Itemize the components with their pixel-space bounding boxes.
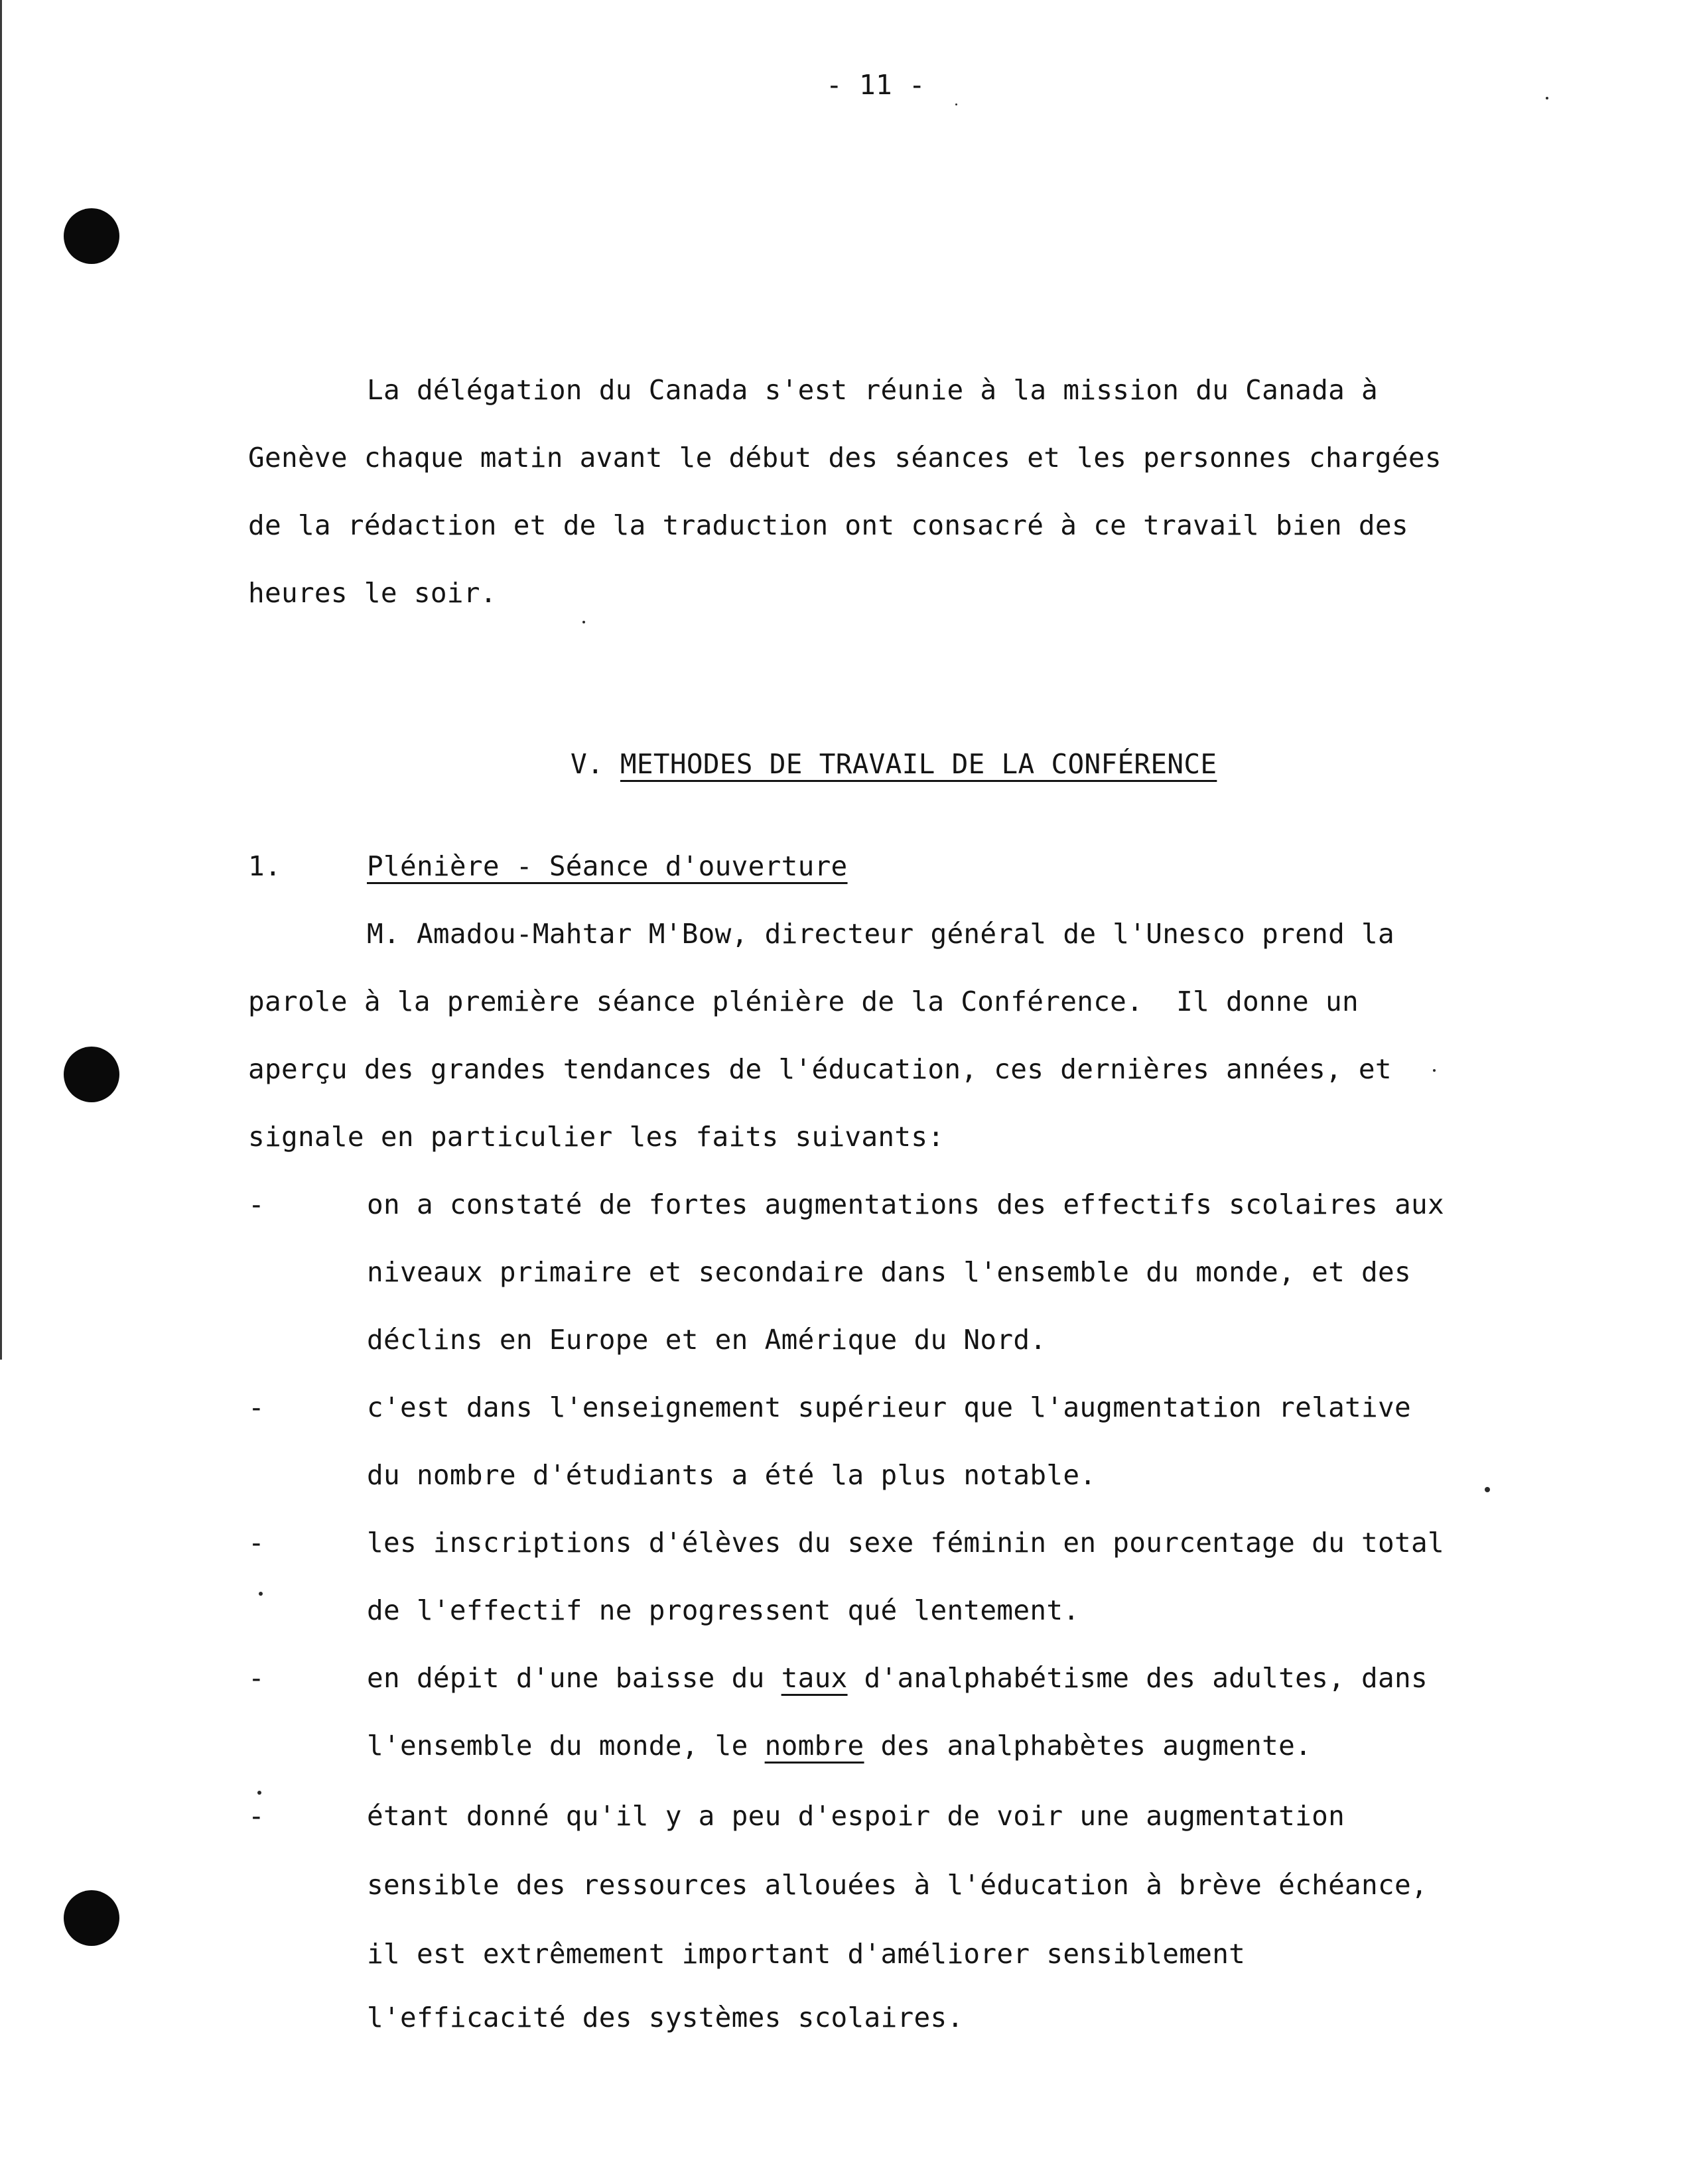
bullet-4-line-2 — [367, 1728, 1312, 1763]
bullet-marker: - — [248, 1391, 265, 1423]
bullet-marker: - — [248, 1527, 265, 1559]
paragraph-line-3: aperçu des grandes tendances de l'éducation, ces dernières années, et — [248, 1053, 1392, 1085]
bullet-marker: - — [248, 1662, 265, 1694]
bullet-5-line-3: il est extrêmement important d'améliorer sensiblement — [367, 1938, 1246, 1970]
bullet-marker: - — [248, 1800, 265, 1832]
bullet-marker: - — [248, 1188, 265, 1220]
bullet-1-line-2: niveaux primaire et secondaire dans l'ensemble du monde, et des — [367, 1256, 1411, 1288]
underlined-word-nombre: nombre — [764, 1730, 864, 1762]
section-title: METHODES DE TRAVAIL DE LA CONFÉRENCE — [620, 748, 1217, 780]
intro-line-2: Genève chaque matin avant le début des séances et les personnes chargées — [248, 442, 1442, 474]
scan-speck — [1433, 1069, 1436, 1072]
page-left-edge — [0, 0, 2, 1360]
subsection-title: Plénière - Séance d'ouverture — [367, 850, 848, 882]
bullet-4-line-2-post: des analphabètes augmente. — [864, 1730, 1312, 1762]
bullet-2-line-1: c'est dans l'enseignement supérieur que l'augmentation relative — [367, 1391, 1411, 1423]
bullet-4-line-1 — [367, 1661, 1428, 1695]
bullet-1-line-3: déclins en Europe et en Amérique du Nord. — [367, 1324, 1047, 1356]
scan-speck — [582, 621, 585, 623]
bullet-5-line-1: étant donné qu'il y a peu d'espoir de voir une augmentation — [367, 1800, 1345, 1832]
scan-speck — [1546, 97, 1548, 99]
scan-speck — [1485, 1487, 1490, 1492]
bullet-4-line-1-post: d'analphabétisme des adultes, dans — [847, 1662, 1428, 1694]
underlined-word-taux: taux — [781, 1662, 848, 1694]
section-heading — [537, 712, 1217, 781]
bullet-5-line-2: sensible des ressources allouées à l'éducation à brève échéance, — [367, 1869, 1428, 1901]
intro-line-4: heures le soir. — [248, 577, 497, 609]
bullet-4-line-2-pre: l'ensemble du monde, le — [367, 1730, 765, 1762]
punch-hole-middle — [64, 1047, 119, 1102]
bullet-5-line-4: l'efficacité des systèmes scolaires. — [367, 2002, 964, 2033]
scan-speck — [955, 103, 957, 105]
bullet-2-line-2: du nombre d'étudiants a été la plus notable. — [367, 1459, 1097, 1491]
section-number: V. — [570, 748, 604, 780]
scan-speck — [257, 1791, 261, 1795]
intro-line-3: de la rédaction et de la traduction ont consacré à ce travail bien des — [248, 509, 1408, 541]
punch-hole-bottom — [64, 1890, 119, 1946]
page-number: - 11 - — [826, 69, 925, 101]
bullet-3-line-2: de l'effectif ne progressent qué lentement. — [367, 1594, 1080, 1626]
bullet-4-line-1-pre: en dépit d'une baisse du — [367, 1662, 781, 1694]
paragraph-line-2: parole à la première séance plénière de la Conférence. Il donne un — [248, 986, 1359, 1017]
paragraph-line-4: signale en particulier les faits suivants: — [248, 1121, 945, 1153]
scan-speck — [259, 1592, 263, 1596]
intro-line-1: La délégation du Canada s'est réunie à la mission du Canada à — [367, 374, 1379, 406]
bullet-3-line-1: les inscriptions d'élèves du sexe féminin en pourcentage du total — [367, 1527, 1444, 1559]
paragraph-line-1: M. Amadou-Mahtar M'Bow, directeur général de l'Unesco prend la — [367, 918, 1395, 950]
bullet-1-line-1: on a constaté de fortes augmentations des effectifs scolaires aux — [367, 1188, 1444, 1220]
punch-hole-top — [64, 208, 119, 264]
subsection-number: 1. — [248, 850, 281, 882]
